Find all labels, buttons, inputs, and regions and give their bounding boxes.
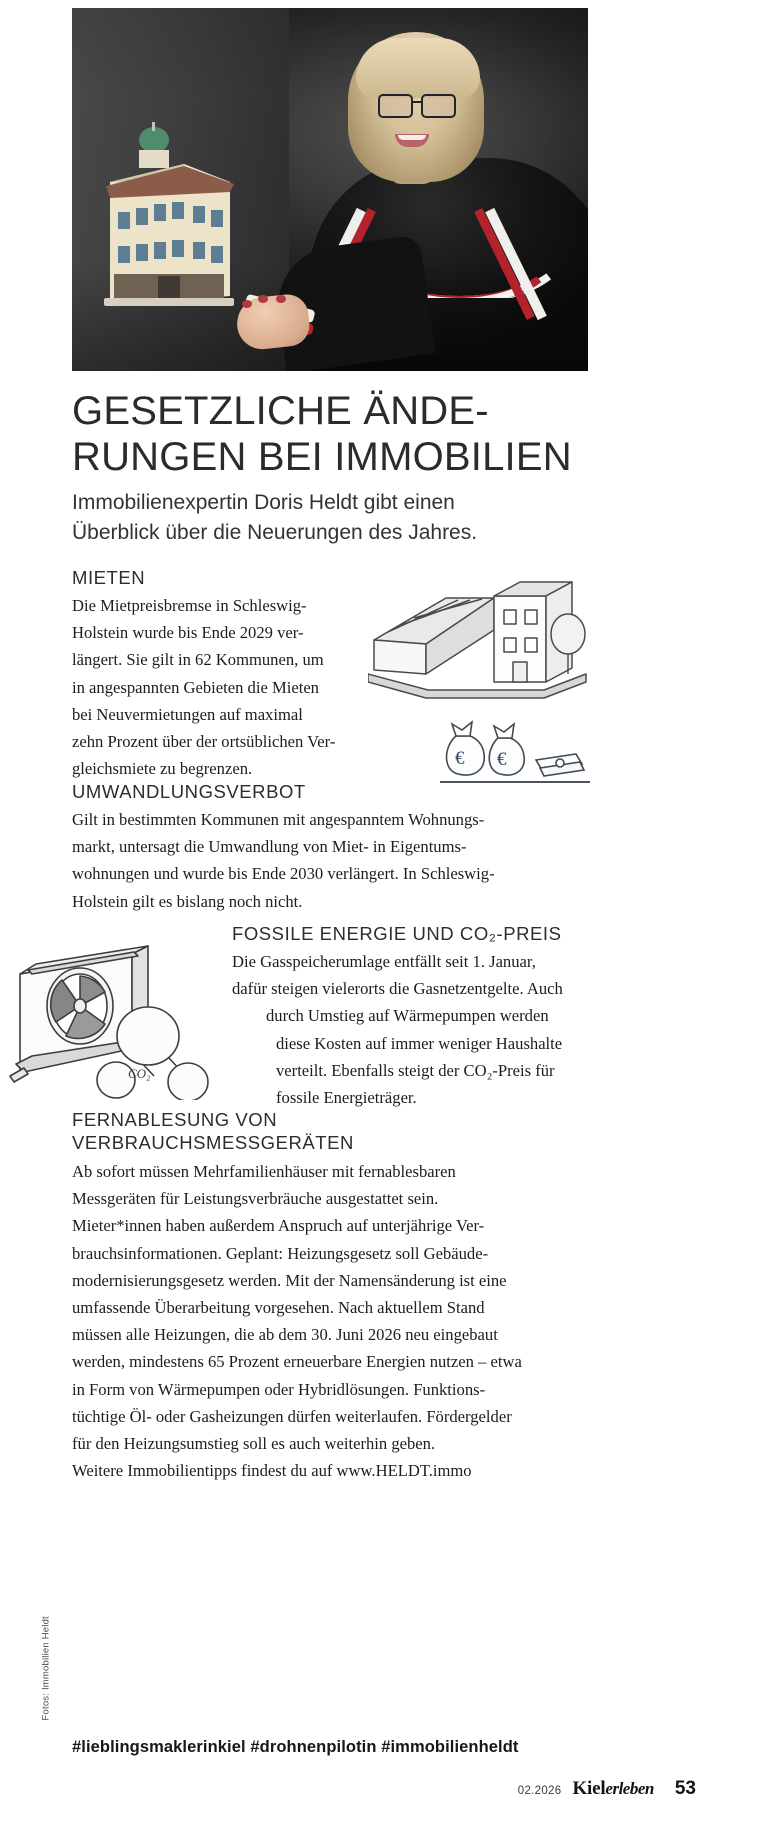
model-building-illustration [98, 120, 240, 310]
page-number: 53 [674, 1778, 696, 1799]
heat-pump-illustration [6, 930, 238, 1100]
photo-credit: Fotos: Immobilien Heldt [40, 1616, 52, 1721]
text-line: tüchtige Öl- oder Gasheizungen dürfen weiterlaufen. Fördergelder [72, 1406, 512, 1426]
section-heading-fernablesung [72, 1108, 472, 1154]
text-line: brauchsinformationen. Geplant: Heizungsgesetz soll Gebäude- [72, 1243, 489, 1263]
standfirst-line-2: Überblick über die Neuerungen des Jahres. [72, 521, 478, 544]
headline-line-1: GESETZLICHE ÄNDE- [72, 389, 489, 433]
text-line: werden, mindestens 65 Prozent erneuerbare Energien nutzen – etwa [72, 1352, 522, 1372]
text-line: Weitere Immobilientipps findest du auf www.HELDT.immo [72, 1461, 472, 1481]
text-line: verteilt. Ebenfalls steigt der CO₂-Preis für [276, 1060, 555, 1080]
text-line: modernisierungsgesetz werden. Mit der Namensänderung ist eine [72, 1270, 507, 1290]
text-line: in angespannten Gebieten die Mieten [72, 677, 319, 697]
row-houses-illustration [368, 578, 588, 728]
text-line: Messgeräten für Leistungsverbräuche ausgestattet sein. [72, 1189, 439, 1209]
text-line: für den Heizungsumstieg soll es auch weiterhin geben. [72, 1434, 436, 1454]
section-body-fossile-energie [232, 948, 594, 1111]
text-line: Holstein gilt es bislang noch nicht. [72, 891, 303, 911]
text-line: markt, untersagt die Umwandlung von Miet- in Eigentums- [72, 837, 467, 857]
section-body-umwandlungsverbot [72, 806, 580, 915]
text-line: fossile Energieträger. [276, 1088, 417, 1108]
text-line: Holstein wurde bis Ende 2029 ver- [72, 623, 304, 643]
hashtags: #lieblingsmaklerinkiel #drohnenpilotin #immobilienheldt [72, 1738, 519, 1756]
hero-photo [72, 8, 588, 371]
section-body-fernablesung [72, 1158, 584, 1484]
page-footer [518, 1778, 696, 1800]
standfirst [72, 488, 552, 548]
text-line: wohnungen und wurde bis Ende 2030 verlängert. In Schleswig- [72, 864, 495, 884]
text-line: durch Umstieg auf Wärmepumpen werden [266, 1006, 549, 1026]
text-line: Mieter*innen haben außerdem Anspruch auf unterjährige Ver- [72, 1216, 485, 1236]
section-heading-mieten: MIETEN [72, 567, 146, 588]
text-line: umfassende Überarbeitung vorgesehen. Nach aktuellem Stand [72, 1298, 485, 1318]
magazine-logo [572, 1778, 653, 1800]
text-line: Die Gasspeicherumlage entfällt seit 1. Januar, [232, 952, 536, 971]
section-body-mieten [72, 592, 360, 782]
text-line: gleichsmiete zu begrenzen. [72, 759, 253, 779]
section-heading-umwandlungsverbot: UMWANDLUNGSVERBOT [72, 781, 306, 802]
heading-line-2: VERBRAUCHSMESSGERÄTEN [72, 1132, 354, 1153]
svg-text:€: € [455, 748, 465, 769]
issue-date: 02.2026 [517, 1785, 562, 1797]
logo-main: Kiel [572, 1778, 606, 1799]
standfirst-line-1: Immobilienexpertin Doris Heldt gibt einen [72, 491, 455, 514]
text-line: diese Kosten auf immer weniger Haushalte [276, 1033, 563, 1053]
co2-label: CO₂ [128, 1066, 151, 1081]
text-line: Ab sofort müssen Mehrfamilienhäuser mit fernablesbaren [72, 1162, 456, 1181]
text-line: zehn Prozent über der ortsüblichen Ver- [72, 732, 336, 752]
logo-script: erleben [605, 1779, 654, 1798]
text-line: Gilt in bestimmten Kommunen mit angespanntem Wohnungs- [72, 810, 485, 829]
text-line: Die Mietpreisbremse in Schleswig- [72, 596, 307, 615]
svg-text:€: € [497, 749, 507, 770]
eyeglasses-icon [378, 94, 456, 115]
fingernail [276, 295, 286, 303]
section-heading-fossile-energie: FOSSILE ENERGIE UND CO₂-PREIS [232, 923, 562, 944]
text-line: müssen alle Heizungen, die ab dem 30. Juni 2026 neu eingebaut [72, 1325, 498, 1345]
headline-line-2: RUNGEN BEI IMMOBILIEN [72, 435, 572, 479]
fingernail [258, 295, 268, 303]
text-line: längert. Sie gilt in 62 Kommunen, um [72, 650, 324, 670]
text-line: in Form von Wärmepumpen oder Hybridlösungen. Funktions- [72, 1379, 486, 1399]
text-line: dafür steigen vielerorts die Gasnetzentgelte. Auch [232, 979, 563, 999]
page-title [72, 388, 572, 480]
text-line: bei Neuvermietungen auf maximal [72, 704, 303, 724]
heading-line-1: FERNABLESUNG VON [72, 1109, 278, 1130]
